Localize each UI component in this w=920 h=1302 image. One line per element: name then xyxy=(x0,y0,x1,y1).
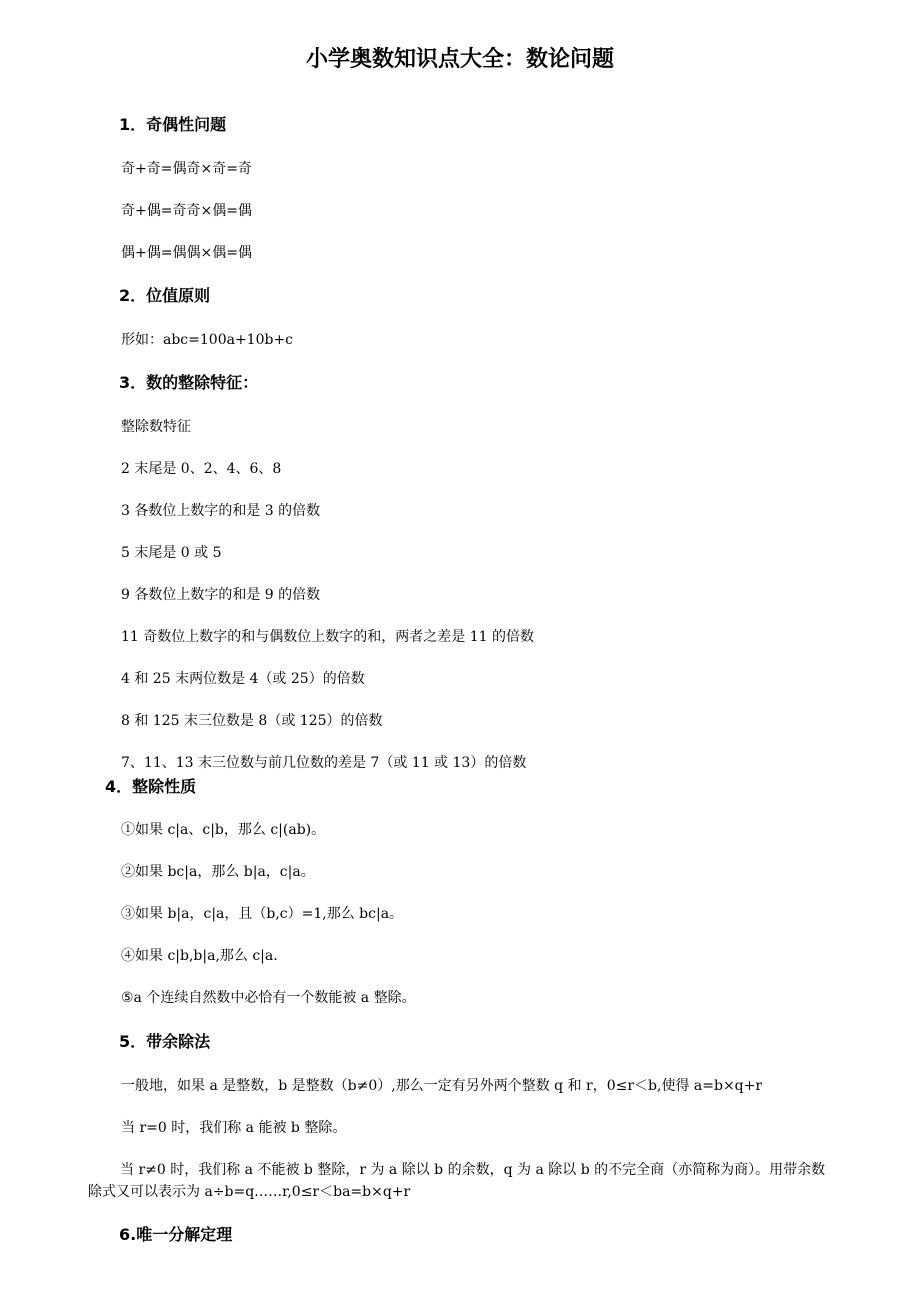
text-line: 当 r=0 时，我们称 a 能被 b 整除。 xyxy=(121,1120,347,1136)
text-line: 2 末尾是 0、2、4、6、8 xyxy=(121,461,282,477)
text-line: 4 和 25 末两位数是 4（或 25）的倍数 xyxy=(121,671,365,687)
text-line: 5 末尾是 0 或 5 xyxy=(121,545,222,561)
text-line: 奇+奇=偶奇×奇=奇 xyxy=(121,161,252,177)
paragraph: 当 r≠0 时，我们称 a 不能被 b 整除，r 为 a 除以 b 的余数，q 为 a 除以 b 的不完全商（亦简称为商）。用带余数除式又可以表示为 a÷b=q……r,0≤r＜ba=b×q+r xyxy=(88,1162,826,1200)
section-heading-division-with-remainder: 5．带余除法 xyxy=(119,1032,211,1051)
text-line: 形如：abc=100a+10b+c xyxy=(121,332,294,348)
text-line: 整除数特征 xyxy=(121,419,191,435)
section-heading-place-value: 2．位值原则 xyxy=(119,286,211,305)
text-line: 3 各数位上数字的和是 3 的倍数 xyxy=(121,503,321,519)
text-line: 9 各数位上数字的和是 9 的倍数 xyxy=(121,587,321,603)
text-line: ③如果 b|a，c|a，且（b,c）=1,那么 bc|a。 xyxy=(121,906,404,922)
page-title: 小学奥数知识点大全：数论问题 xyxy=(305,47,614,72)
text-line: ②如果 bc|a，那么 b|a，c|a。 xyxy=(121,864,315,880)
text-line: ⑤a 个连续自然数中必恰有一个数能被 a 整除。 xyxy=(121,990,416,1006)
text-line: 一般地，如果 a 是整数，b 是整数（b≠0）,那么一定有另外两个整数 q 和 r，0≤r＜b,使得 a=b×q+r xyxy=(121,1078,763,1094)
text-line: 偶+偶=偶偶×偶=偶 xyxy=(121,245,252,261)
text-line: 奇+偶=奇奇×偶=偶 xyxy=(121,203,252,219)
text-line: 8 和 125 末三位数是 8（或 125）的倍数 xyxy=(121,713,383,729)
section-heading-parity: 1．奇偶性问题 xyxy=(119,115,227,134)
section-heading-divisibility-properties: 4．整除性质 xyxy=(105,777,197,796)
section-heading-divisibility: 3．数的整除特征： xyxy=(119,373,259,392)
text-line: ④如果 c|b,b|a,那么 c|a. xyxy=(121,948,278,964)
section-heading-unique-factorization: 6.唯一分解定理 xyxy=(119,1225,233,1244)
text-line: 11 奇数位上数字的和与偶数位上数字的和，两者之差是 11 的倍数 xyxy=(121,629,534,645)
text-line: 7、11、13 末三位数与前几位数的差是 7（或 11 或 13）的倍数 xyxy=(121,755,527,771)
text-line: ①如果 c|a、c|b，那么 c|(ab)。 xyxy=(121,822,326,838)
